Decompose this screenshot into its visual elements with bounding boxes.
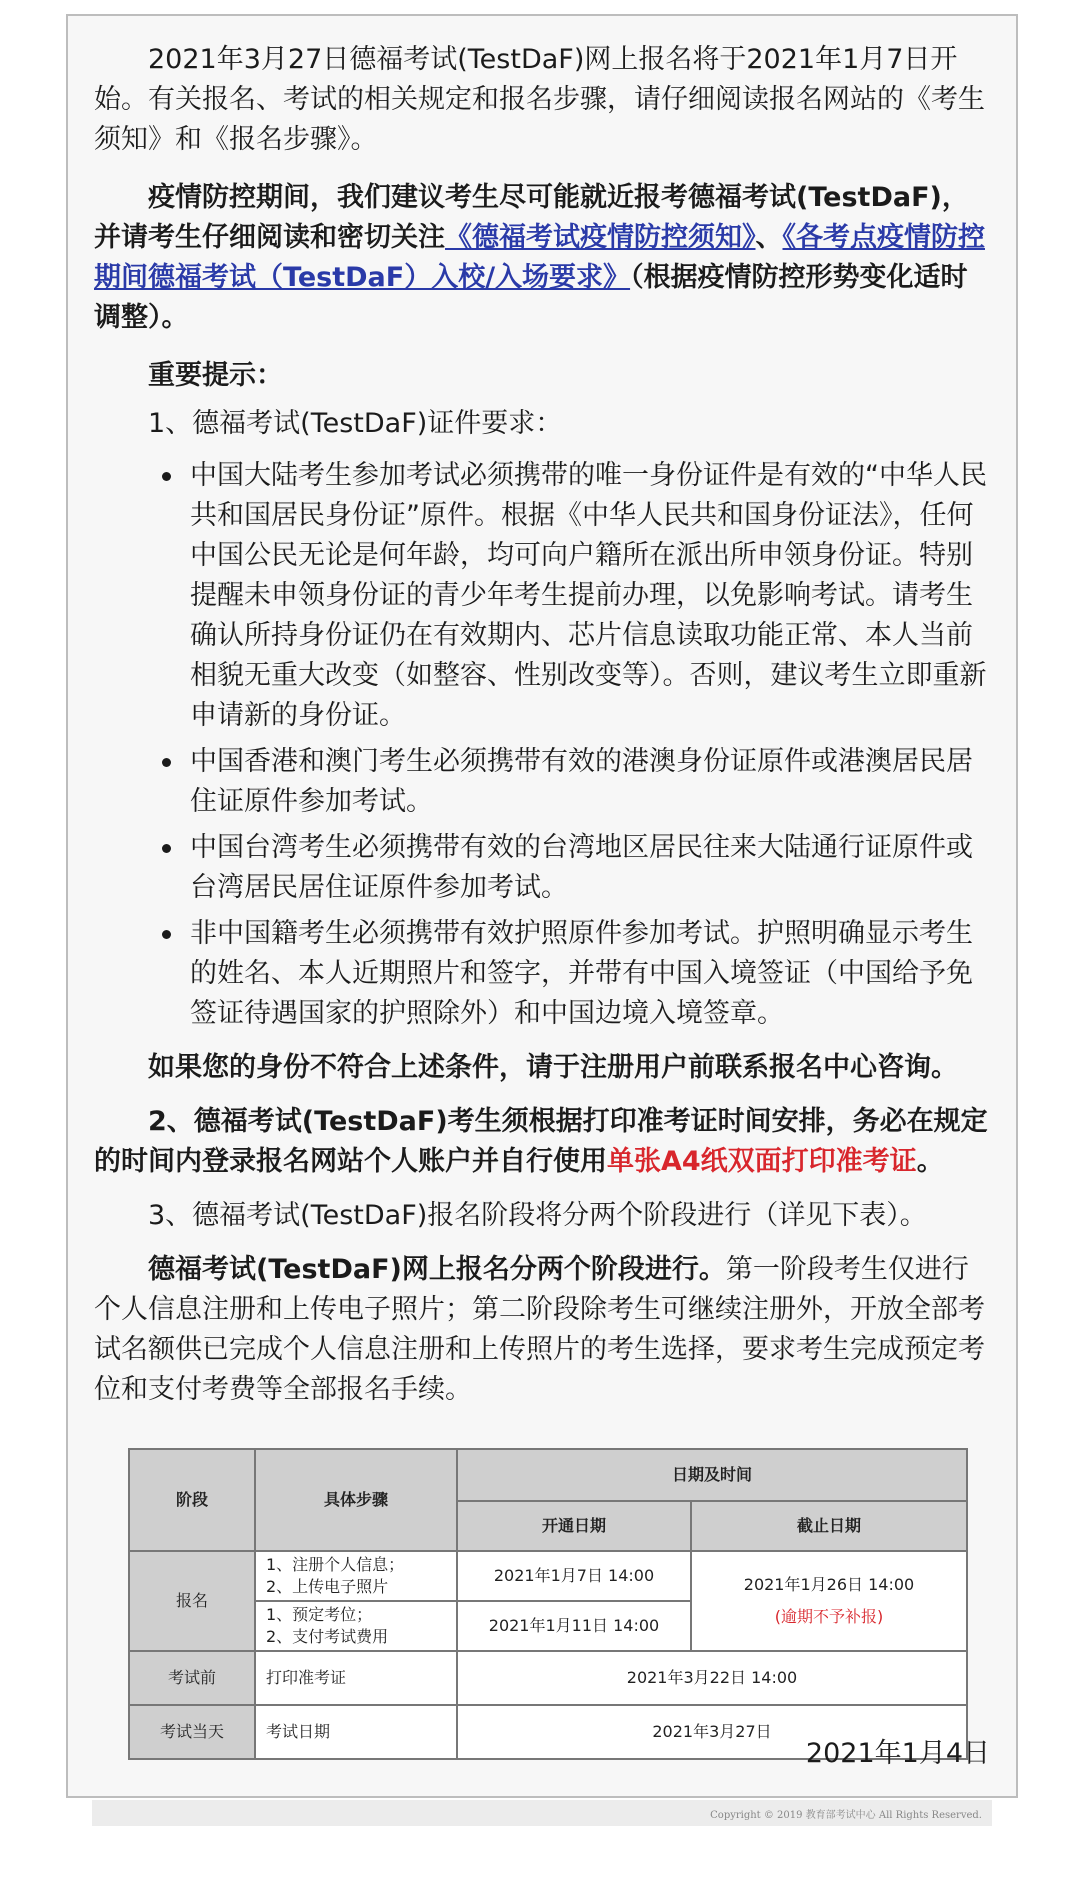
phases-paragraph	[94, 1250, 994, 1410]
test-center-requirements-link[interactable]: 《各考点疫情防控期间德福考试（TestDaF）入校/入场要求》	[94, 222, 985, 293]
point2-paragraph	[94, 1102, 994, 1182]
phases-lead: 德福考试(TestDaF)网上报名分两个阶段进行。	[148, 1254, 726, 1285]
list-item: 中国台湾考生必须携带有效的台湾地区居民往来大陆通行证原件或台湾居民居住证原件参加考试。	[190, 828, 994, 908]
epidemic-notice-paragraph	[94, 178, 994, 338]
header-datetime: 日期及时间	[457, 1449, 967, 1501]
header-steps: 具体步骤	[255, 1449, 457, 1551]
identity-note: 如果您的身份不符合上述条件，请于注册用户前联系报名中心咨询。	[148, 1052, 958, 1083]
phases-text: 第一阶段考生仅进行个人信息注册和上传电子照片；第二阶段除考生可继续注册外，开放全部考试名额供已完成个人信息注册和上传照片的考生选择，要求考生完成预定考位和支付考费等全部报名手续。	[94, 1254, 985, 1405]
cell-signup-stage: 报名	[129, 1551, 255, 1651]
step2-line1: 1、预定考位；	[266, 1605, 373, 1624]
list-item: 非中国籍考生必须携带有效护照原件参加考试。护照明确显示考生的姓名、本人近期照片和签字，并带有中国入境签证（中国给予免签证待遇国家的护照除外）和中国边境入境签章。	[190, 914, 994, 1034]
cell-exam-day-step: 考试日期	[255, 1705, 457, 1759]
link-separator: 、	[755, 222, 783, 253]
epidemic-notice-text: 疫情防控期间，我们建议考生尽可能就近报考德福考试(TestDaF)，并请考生仔细阅读和密切关注	[94, 182, 969, 253]
cell-before-exam-stage: 考试前	[129, 1651, 255, 1705]
cell-step1	[255, 1551, 457, 1601]
list-item: 中国香港和澳门考生必须携带有效的港澳身份证原件或港澳居民居住证原件参加考试。	[190, 742, 994, 822]
list-item: 中国大陆考生参加考试必须携带的唯一身份证件是有效的“中华人民共和国居民身份证”原件。根据《中华人民共和国身份证法》，任何中国公民无论是何年龄，均可向户籍所在派出所申领身份证。特别提醒未申领身份证的青少年考生提前办理，以免影响考试。请考生确认所持身份证仍在有效期内、芯片信息读取功能正常、本人当前相貌无重大改变（如整容、性别改变等）。否则，建议考生立即重新申请新的身份证。	[190, 456, 994, 736]
cell-before-exam-date: 2021年3月22日 14:00	[457, 1651, 967, 1705]
point1-title: 1、德福考试(TestDaF)证件要求：	[148, 408, 563, 439]
cell-step1-open: 2021年1月7日 14:00	[457, 1551, 691, 1601]
cell-signup-close	[691, 1551, 967, 1651]
header-open-date: 开通日期	[457, 1501, 691, 1551]
schedule-table	[128, 1448, 968, 1760]
important-heading: 重要提示：	[148, 360, 283, 391]
id-requirements-list	[94, 456, 994, 1034]
notice-panel	[66, 14, 1018, 1798]
footer-bar	[92, 1800, 992, 1826]
notice-content	[94, 40, 994, 1410]
epidemic-guidelines-link[interactable]: 《德福考试疫情防控须知》	[445, 222, 756, 253]
point2-text: 2、德福考试(TestDaF)考生须根据打印准考证时间安排，务必在规定的时间内登录报名网站个人账户并自行使用	[94, 1106, 988, 1177]
print-admission-highlight: 单张A4纸双面打印准考证	[607, 1146, 917, 1177]
cell-exam-day-stage: 考试当天	[129, 1705, 255, 1759]
step1-line1: 1、注册个人信息；	[266, 1555, 405, 1574]
intro-paragraph: 2021年3月27日德福考试(TestDaF)网上报名将于2021年1月7日开始。有关报名、考试的相关规定和报名步骤，请仔细阅读报名网站的《考生须知》和《报名步骤》。	[94, 44, 985, 155]
cell-before-exam-step: 打印准考证	[255, 1651, 457, 1705]
header-stage: 阶段	[129, 1449, 255, 1551]
signup-close-note: (逾期不予补报)	[774, 1607, 884, 1626]
cell-exam-day-date: 2021年3月27日	[457, 1705, 967, 1759]
signup-close-date: 2021年1月26日 14:00	[743, 1575, 915, 1594]
point2-tail: 。	[916, 1146, 944, 1177]
publish-date: 2021年1月4日	[805, 1738, 990, 1769]
cell-step2	[255, 1601, 457, 1651]
step2-line2: 2、支付考试费用	[266, 1627, 389, 1646]
epidemic-notice-tail: （根据疫情防控形势变化适时调整）。	[94, 262, 968, 333]
point3-paragraph: 3、德福考试(TestDaF)报名阶段将分两个阶段进行（详见下表）。	[148, 1200, 927, 1231]
step1-line2: 2、上传电子照片	[266, 1577, 389, 1596]
cell-step2-open: 2021年1月11日 14:00	[457, 1601, 691, 1651]
copyright-text: Copyright © 2019 教育部考试中心 All Rights Reserved.	[710, 1810, 982, 1821]
header-close-date: 截止日期	[691, 1501, 967, 1551]
